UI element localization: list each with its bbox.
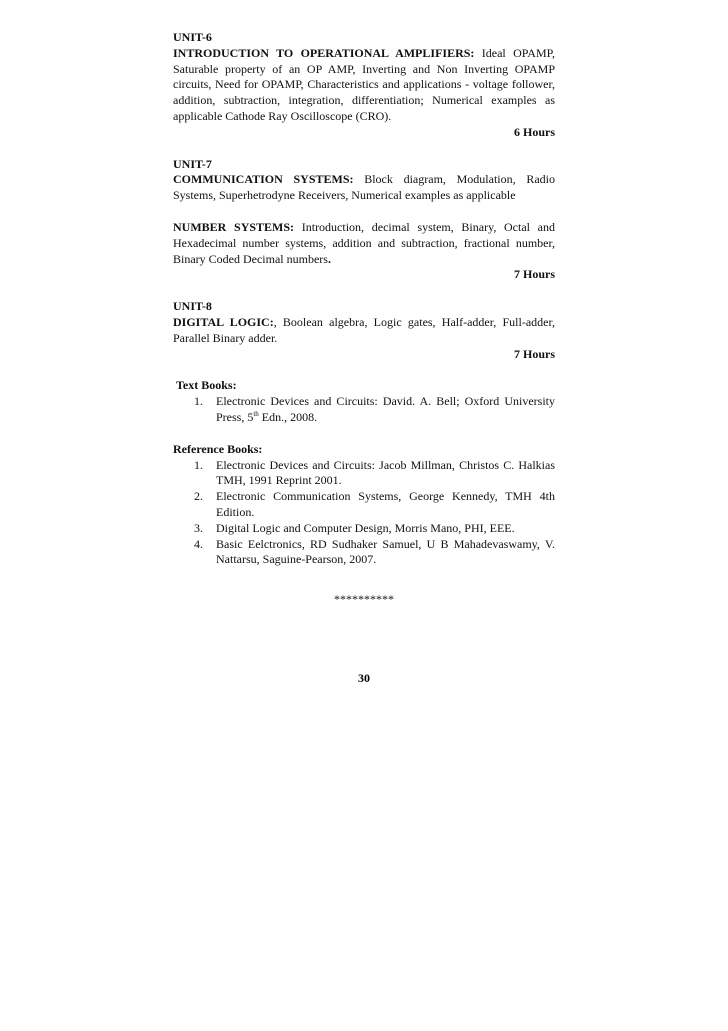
reference-books-label: Reference Books: <box>173 441 263 456</box>
unit-7-paragraph <box>173 172 555 204</box>
number-systems-heading: NUMBER SYSTEMS: <box>173 219 295 234</box>
list-item-text: Electronic Communication Systems, George Kennedy, TMH 4th Edition. <box>216 489 555 519</box>
list-item-number: 1. <box>194 457 203 472</box>
unit-8-heading: DIGITAL LOGIC: <box>173 314 274 329</box>
unit-6-hours: 6 Hours <box>513 124 555 139</box>
unit-7-hours: 7 Hours <box>513 267 555 282</box>
list-item-text: Basic Eelctronics, RD Sudhaker Samuel, U B Mahadevaswamy, V. Nattarsu, Saguine-Pearson, 2007. <box>216 536 555 567</box>
text-books-list <box>173 394 555 426</box>
text-books-section <box>173 378 555 425</box>
list-item-number: 2. <box>194 489 203 504</box>
unit-8-hours: 7 Hours <box>513 346 555 361</box>
list-item-text: Electronic Devices and Circuits: Jacob Millman, Christos C. Halkias TMH, 1991 Reprint 2001. <box>216 457 555 488</box>
list-item <box>173 537 555 569</box>
list-item <box>173 458 555 490</box>
text-books-label: Text Books: <box>176 378 237 393</box>
unit-7-heading: COMMUNICATION SYSTEMS: <box>173 172 354 187</box>
unit-7-body: Block diagram, Modulation, Radio Systems, Superhetrodyne Receivers, Numerical examples as applicable <box>173 172 555 203</box>
unit-6-label: UNIT-6 <box>173 30 212 44</box>
page-number: 30 <box>358 671 370 685</box>
unit-6-body: Ideal OPAMP, Saturable property of an OP AMP, Inverting and Non Inverting OPAMP circuits, Need for OPAMP, Characteristics and applications - voltage follower, addition, subtraction, integration, differentiation; Numerical examples as applicable Cathode Ray Oscilloscope (CRO). <box>173 45 555 123</box>
text-book-edition: Edn., 2008. <box>258 409 318 424</box>
list-item-number: 3. <box>194 520 203 535</box>
unit-8-section <box>173 299 555 362</box>
number-systems-end: . <box>327 251 331 266</box>
list-item-number: 4. <box>194 536 203 551</box>
unit-6-paragraph <box>173 46 555 125</box>
section-separator: ********** <box>334 592 394 607</box>
list-item <box>173 521 555 537</box>
reference-books-list <box>173 458 555 569</box>
list-item-text <box>216 394 555 426</box>
number-systems-paragraph <box>173 220 555 267</box>
unit-6-heading: INTRODUCTION TO OPERATIONAL AMPLIFIERS: <box>173 45 475 60</box>
number-systems-body: Introduction, decimal system, Binary, Octal and Hexadecimal number systems, addition and subtraction, fractional number, Binary Coded Decimal numbers <box>173 219 555 266</box>
document-page <box>173 30 555 608</box>
text-book-citation: Electronic Devices and Circuits: David. A. Bell; Oxford University Press, 5 <box>216 394 555 424</box>
unit-7-section <box>173 157 555 284</box>
unit-8-body: , Boolean algebra, Logic gates, Half-adder, Full-adder, Parallel Binary adder. <box>173 314 556 345</box>
unit-8-paragraph <box>173 315 555 347</box>
list-item <box>173 489 555 521</box>
list-item-number: 1. <box>194 394 203 409</box>
unit-6-section <box>173 30 555 141</box>
unit-8-label: UNIT-8 <box>173 299 212 314</box>
unit-7-label: UNIT-7 <box>173 156 212 171</box>
list-item <box>173 394 555 426</box>
list-item-text: Digital Logic and Computer Design, Morris Mano, PHI, EEE. <box>216 520 515 535</box>
edition-superscript: th <box>253 409 259 418</box>
reference-books-section <box>173 442 555 568</box>
